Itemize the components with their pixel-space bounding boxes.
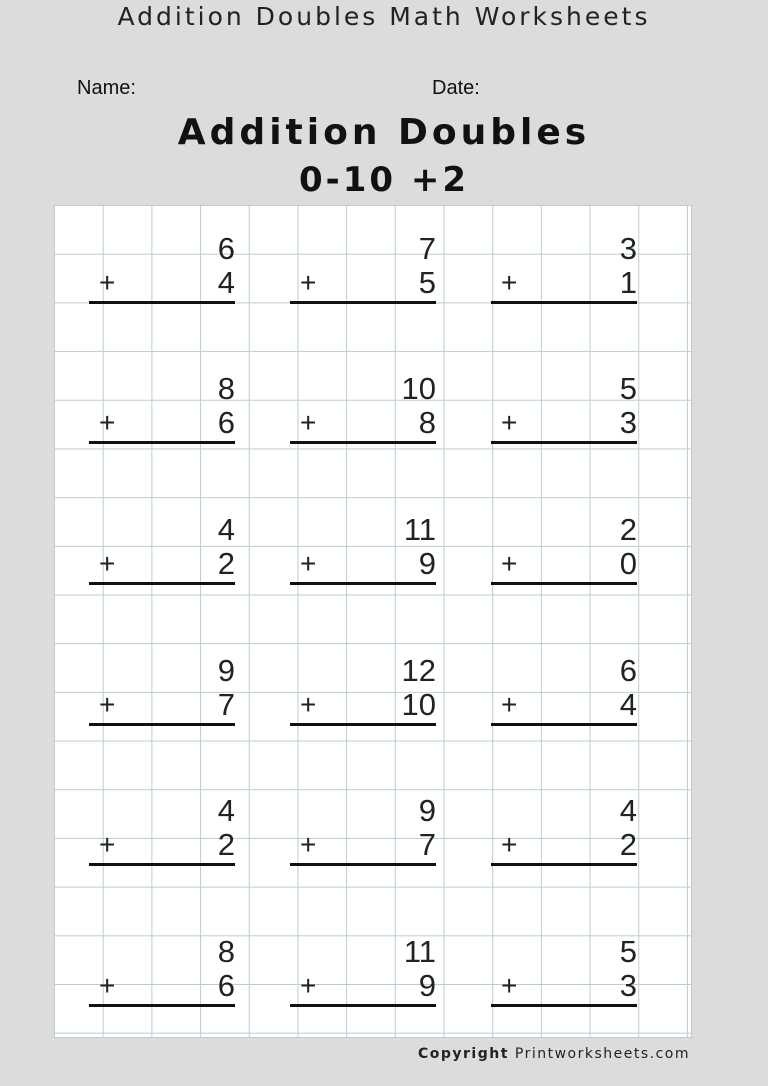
- bottom-addend: 0: [619, 546, 637, 581]
- plus-sign: +: [99, 689, 116, 720]
- addition-problem: [290, 233, 436, 313]
- top-addend: 4: [217, 512, 235, 547]
- plus-sign: +: [300, 829, 317, 860]
- answer-line: [89, 863, 235, 866]
- bottom-addend: 9: [418, 546, 436, 581]
- plus-sign: +: [501, 407, 518, 438]
- answer-line: [290, 301, 436, 304]
- name-label: Name:: [77, 77, 136, 99]
- bottom-addend: 10: [401, 687, 436, 722]
- addition-problem: [491, 514, 637, 594]
- answer-line: [89, 1004, 235, 1007]
- addition-problem: [89, 373, 235, 453]
- bottom-addend: 4: [217, 265, 235, 300]
- top-addend: 9: [217, 653, 235, 688]
- addition-problem: [89, 233, 235, 313]
- answer-line: [491, 723, 637, 726]
- answer-line: [491, 582, 637, 585]
- top-addend: 2: [619, 512, 637, 547]
- top-addend: 7: [418, 231, 436, 266]
- bottom-addend: 3: [619, 405, 637, 440]
- bottom-addend: 1: [619, 265, 637, 300]
- top-addend: 8: [217, 371, 235, 406]
- answer-line: [89, 301, 235, 304]
- copyright-notice: [418, 1046, 690, 1062]
- bottom-addend: 8: [418, 405, 436, 440]
- bottom-addend: 2: [619, 827, 637, 862]
- answer-line: [89, 582, 235, 585]
- answer-line: [290, 723, 436, 726]
- plus-sign: +: [501, 829, 518, 860]
- top-addend: 4: [217, 793, 235, 828]
- top-addend: 6: [217, 231, 235, 266]
- answer-line: [491, 863, 637, 866]
- top-addend: 8: [217, 934, 235, 969]
- plus-sign: +: [99, 548, 116, 579]
- plus-sign: +: [300, 548, 317, 579]
- top-addend: 10: [401, 371, 436, 406]
- bottom-addend: 9: [418, 968, 436, 1003]
- answer-line: [491, 301, 637, 304]
- addition-problem: [89, 514, 235, 594]
- plus-sign: +: [501, 970, 518, 1001]
- addition-problem: [89, 936, 235, 1016]
- copyright-site: Printworksheets.com: [514, 1046, 690, 1062]
- addition-problem: [491, 936, 637, 1016]
- answer-line: [89, 723, 235, 726]
- plus-sign: +: [501, 267, 518, 298]
- plus-sign: +: [99, 970, 116, 1001]
- date-label: Date:: [432, 77, 480, 99]
- plus-sign: +: [99, 829, 116, 860]
- bottom-addend: 6: [217, 405, 235, 440]
- addition-problem: [491, 373, 637, 453]
- bottom-addend: 7: [418, 827, 436, 862]
- plus-sign: +: [300, 267, 317, 298]
- answer-line: [89, 441, 235, 444]
- plus-sign: +: [300, 970, 317, 1001]
- top-addend: 3: [619, 231, 637, 266]
- addition-problem: [89, 795, 235, 875]
- worksheet-heading: Addition Doubles: [177, 112, 591, 153]
- top-addend: 11: [403, 934, 436, 969]
- addition-problem: [89, 655, 235, 735]
- addition-problem: [290, 795, 436, 875]
- bottom-addend: 7: [217, 687, 235, 722]
- addition-problem: [290, 655, 436, 735]
- plus-sign: +: [300, 407, 317, 438]
- top-addend: 4: [619, 793, 637, 828]
- addition-problem: [491, 655, 637, 735]
- answer-line: [290, 863, 436, 866]
- bottom-addend: 4: [619, 687, 637, 722]
- top-addend: 5: [619, 934, 637, 969]
- answer-line: [290, 582, 436, 585]
- bottom-addend: 6: [217, 968, 235, 1003]
- answer-line: [491, 441, 637, 444]
- bottom-addend: 5: [418, 265, 436, 300]
- answer-line: [290, 1004, 436, 1007]
- addition-problem: [491, 795, 637, 875]
- page-title: Addition Doubles Math Worksheets: [117, 2, 651, 31]
- top-addend: 11: [403, 512, 436, 547]
- addition-problem: [491, 233, 637, 313]
- addition-problem: [290, 514, 436, 594]
- plus-sign: +: [501, 548, 518, 579]
- addition-problem: [290, 373, 436, 453]
- problem-grid: [54, 205, 692, 1038]
- plus-sign: +: [99, 267, 116, 298]
- top-addend: 5: [619, 371, 637, 406]
- addition-problem: [290, 936, 436, 1016]
- bottom-addend: 2: [217, 827, 235, 862]
- bottom-addend: 2: [217, 546, 235, 581]
- plus-sign: +: [300, 689, 317, 720]
- answer-line: [290, 441, 436, 444]
- bottom-addend: 3: [619, 968, 637, 1003]
- worksheet-subheading: 0-10 +2: [298, 160, 470, 200]
- top-addend: 9: [418, 793, 436, 828]
- top-addend: 12: [401, 653, 436, 688]
- top-addend: 6: [619, 653, 637, 688]
- answer-line: [491, 1004, 637, 1007]
- plus-sign: +: [501, 689, 518, 720]
- copyright-label: Copyright: [417, 1046, 509, 1062]
- plus-sign: +: [99, 407, 116, 438]
